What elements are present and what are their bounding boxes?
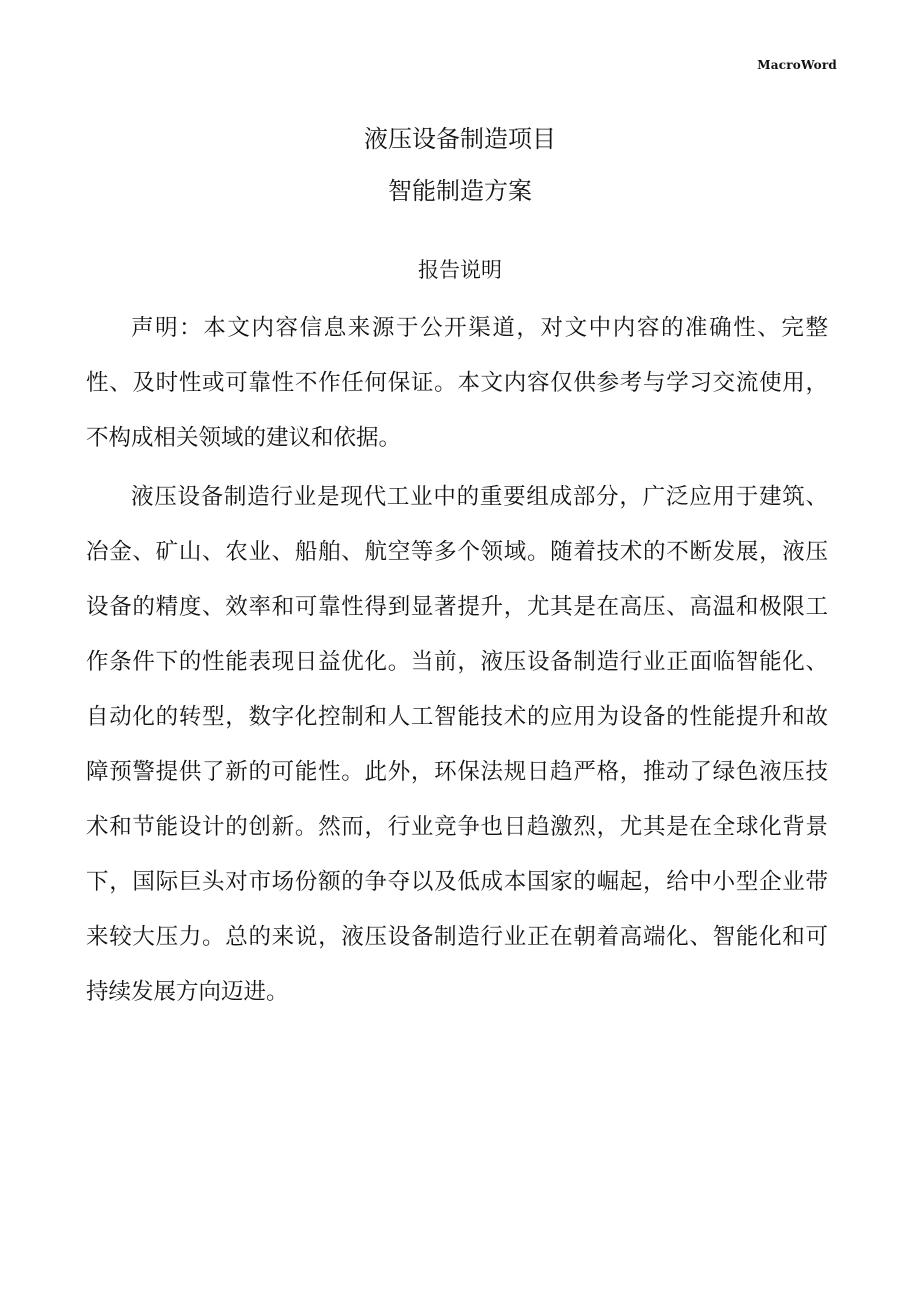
disclaimer-paragraph: 声明：本文内容信息来源于公开渠道，对文中内容的准确性、完整性、及时性或可靠性不作任何保证。本文内容仅供参考与学习交流使用，不构成相关领域的建议和依据。 (86, 315, 828, 451)
header-brand: MacroWord (757, 58, 837, 72)
section-heading: 报告说明 (418, 258, 502, 282)
industry-overview-paragraph: 液压设备制造行业是现代工业中的重要组成部分，广泛应用于建筑、冶金、矿山、农业、船舶、航空等多个领域。随着技术的不断发展，液压设备的精度、效率和可靠性得到显著提升，尤其是在高压、高温和极限工作条件下的性能表现日益优化。当前，液压设备制造行业正面临智能化、自动化的转型，数字化控制和人工智能技术的应用为设备的性能提升和故障预警提供了新的可能性。此外，环保法规日趋严格，推动了绿色液压技术和节能设计的创新。然而，行业竞争也日趋激烈，尤其是在全球化背景下，国际巨头对市场份额的争夺以及低成本国家的崛起，给中小型企业带来较大压力。总的来说，液压设备制造行业正在朝着高端化、智能化和可持续发展方向迈进。 (86, 484, 828, 1005)
document-title-line-1: 液压设备制造项目 (364, 125, 556, 153)
document-title-line-2: 智能制造方案 (388, 177, 532, 205)
